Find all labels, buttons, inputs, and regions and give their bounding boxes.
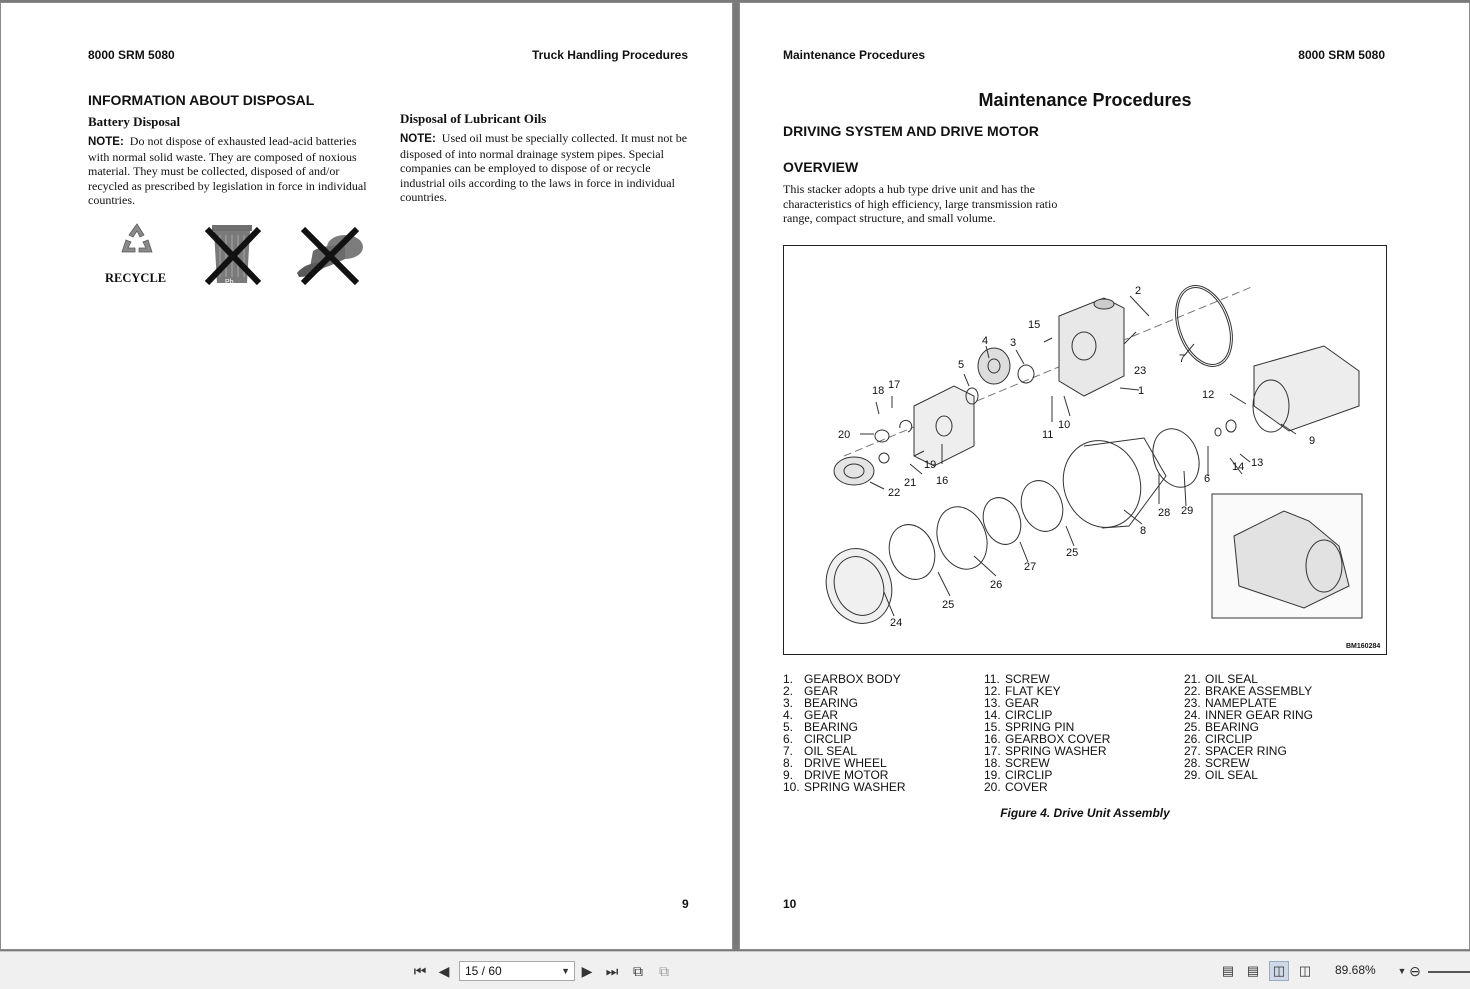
zoom-slider[interactable] [1428,971,1470,973]
legend-item-label: CIRCLIP [804,732,852,746]
legend-item-label: SPRING WASHER [804,780,906,794]
legend-item-number: 14. [984,708,1001,722]
svg-text:25: 25 [942,599,955,611]
svg-text:4: 4 [982,335,989,347]
legend-item-number: 3. [783,696,794,710]
legend-item-label: COVER [1005,780,1048,794]
page-indicator: 15 / 60 [465,964,502,978]
note-label: NOTE: [400,133,436,145]
svg-text:5: 5 [958,359,965,371]
svg-text:22: 22 [888,487,901,499]
page-header-right: 8000 SRM 5080 [1298,48,1385,62]
recycle-icon [117,221,157,257]
legend-item-number: 24. [1184,708,1201,722]
oil-note [400,131,692,205]
svg-text:1: 1 [1138,385,1145,397]
svg-text:8: 8 [1140,525,1147,537]
legend-item-number: 16. [984,732,1001,746]
zoom-menu-chevron-icon[interactable]: ▼ [1397,966,1407,976]
legend-item-number: 29. [1184,768,1201,782]
svg-text:21: 21 [904,477,917,489]
next-view-icon[interactable]: ⧉ [659,962,669,979]
legend-item-number: 18. [984,756,1001,770]
legend-item-number: 9. [783,768,794,782]
previous-view-icon[interactable]: ⧉ [633,962,643,979]
zoom-level[interactable]: 89.68% [1335,963,1376,977]
page-number: 9 [682,897,689,911]
next-page-icon[interactable]: ▶ [581,962,593,979]
svg-text:16: 16 [936,475,949,487]
figure-code: BM160284 [1346,643,1381,650]
legend-item-label: SPRING PIN [1005,720,1075,734]
parts-legend-col-2 [984,673,1110,793]
page-header-right: Truck Handling Procedures [531,48,688,62]
legend-item [1184,769,1313,781]
page-header-left: Maintenance Procedures [783,48,926,62]
legend-item-number: 22. [1184,684,1201,698]
legend-item-number: 6. [783,732,794,746]
legend-item-label: SPRING WASHER [1005,744,1107,758]
legend-item-label: BEARING [804,720,859,734]
legend-item-label: BRAKE ASSEMBLY [1205,684,1313,698]
document-page-9 [0,2,733,950]
legend-item-label: OIL SEAL [1205,768,1258,782]
svg-text:18: 18 [872,385,885,397]
legend-item-label: SCREW [1005,756,1050,770]
legend-item-number: 15. [984,720,1001,734]
svg-text:27: 27 [1024,561,1037,573]
legend-item-number: 1. [783,672,794,686]
parts-legend-col-3 [1184,673,1313,781]
legend-item-label: INNER GEAR RING [1205,708,1314,722]
legend-item-label: BEARING [1205,720,1260,734]
zoom-out-icon[interactable]: ⊖ [1409,962,1421,979]
legend-item-label: SCREW [1205,756,1250,770]
svg-text:9: 9 [1309,435,1316,447]
svg-text:17: 17 [888,379,901,391]
legend-item-number: 28. [1184,756,1201,770]
exploded-assembly-diagram [784,246,1386,654]
svg-text:7: 7 [1179,353,1186,365]
recycle-label: RECYCLE [105,271,167,285]
legend-item-label: SPACER RING [1205,744,1287,758]
legend-item-number: 17. [984,744,1001,758]
legend-item [783,697,906,709]
legend-item-label: OIL SEAL [804,744,857,758]
first-page-icon[interactable]: ⏮ [413,962,427,979]
legend-item-label: CIRCLIP [1205,732,1253,746]
svg-text:13: 13 [1251,457,1264,469]
legend-item-number: 21. [1184,672,1201,686]
previous-page-icon[interactable]: ◀ [438,962,450,979]
continuous-view-icon[interactable]: ▤ [1246,963,1260,978]
legend-item [783,673,906,685]
overview-text: This stacker adopts a hub type drive unit and has the characteristics of high efficiency, large transmission ratio range, compact structure, and small volume. [783,182,1058,226]
legend-item-number: 23. [1184,696,1201,710]
legend-item-label: GEARBOX BODY [804,672,901,686]
legend-item-label: GEAR [1005,696,1040,710]
legend-item [984,781,1110,793]
legend-item [783,781,906,793]
legend-item-number: 8. [783,756,794,770]
overview-title: OVERVIEW [783,159,859,175]
single-page-view-icon[interactable]: ▤ [1221,963,1235,978]
legend-item-label: GEAR [804,684,839,698]
crossed-out-oil-drum-icon [293,225,367,285]
legend-item-label: DRIVE MOTOR [804,768,889,782]
svg-text:19: 19 [924,459,937,471]
legend-item-label: GEARBOX COVER [1005,732,1111,746]
page-number: 10 [783,897,797,911]
svg-text:28: 28 [1158,507,1171,519]
svg-text:14: 14 [1232,461,1245,473]
svg-text:26: 26 [990,579,1003,591]
battery-note [88,134,373,208]
parts-legend-col-1 [783,673,906,793]
legend-item-number: 19. [984,768,1001,782]
page-title: Maintenance Procedures [978,90,1192,110]
legend-item-number: 12. [984,684,1001,698]
continuous-facing-view-icon[interactable]: ◫ [1298,963,1312,978]
legend-item [984,685,1110,697]
legend-item-number: 26. [1184,732,1201,746]
legend-item-label: GEAR [804,708,839,722]
svg-text:11: 11 [1042,429,1054,441]
svg-text:3: 3 [1010,337,1017,349]
legend-item-label: FLAT KEY [1005,684,1061,698]
legend-item-label: CIRCLIP [1005,768,1053,782]
viewer-toolbar [0,951,1470,989]
legend-item-label: CIRCLIP [1005,708,1053,722]
section-title: INFORMATION ABOUT DISPOSAL [88,92,315,108]
legend-item-number: 27. [1184,744,1201,758]
lubricant-oils-heading: Disposal of Lubricant Oils [400,111,547,126]
svg-text:15: 15 [1028,319,1041,331]
svg-text:29: 29 [1181,505,1194,517]
legend-item-label: NAMEPLATE [1205,696,1277,710]
legend-item-number: 25. [1184,720,1201,734]
chevron-down-icon: ▼ [561,966,570,976]
document-page-10 [739,2,1470,950]
drive-unit-figure [783,245,1387,655]
legend-item-label: SCREW [1005,672,1050,686]
legend-item-label: BEARING [804,696,859,710]
facing-view-icon[interactable]: ◫ [1269,961,1289,981]
legend-item-number: 10. [783,780,800,794]
svg-text:23: 23 [1134,365,1147,377]
last-page-icon[interactable]: ⏭ [605,962,619,979]
oil-note-text: Used oil must be specially collected. It must not be disposed of into normal drainage system pipes. Special companies can be employed to dispose of or recycle industrial oils according to the laws in force in individual countries. [400,131,688,205]
legend-item-number: 13. [984,696,1001,710]
legend-item-number: 7. [783,744,794,758]
page-header-left: 8000 SRM 5080 [88,48,175,62]
legend-item-number: 20. [984,780,1001,794]
legend-item-label: OIL SEAL [1205,672,1258,686]
page-number-select[interactable] [459,961,575,981]
note-label: NOTE: [88,136,124,148]
legend-item-number: 11. [984,672,1000,686]
svg-text:20: 20 [838,429,851,441]
svg-text:10: 10 [1058,419,1071,431]
legend-item-number: 2. [783,684,794,698]
legend-item-number: 5. [783,720,794,734]
svg-text:25: 25 [1066,547,1079,559]
bin-label: Pb [225,279,234,286]
legend-item-label: DRIVE WHEEL [804,756,887,770]
svg-text:12: 12 [1202,389,1215,401]
battery-note-text: Do not dispose of exhausted lead-acid batteries with normal solid waste. They are composed of noxious material. They must be collected, disposed of and/or recycled as prescribed by legislation in force in individual countries. [88,134,367,208]
figure-caption: Figure 4. Drive Unit Assembly [1000,806,1170,820]
svg-text:2: 2 [1135,285,1142,297]
svg-text:24: 24 [890,617,903,629]
section-title: DRIVING SYSTEM AND DRIVE MOTOR [783,123,1039,139]
legend-item-number: 4. [783,708,794,722]
battery-disposal-heading: Battery Disposal [88,114,181,129]
crossed-out-bin-icon [203,221,263,287]
svg-text:6: 6 [1204,473,1211,485]
